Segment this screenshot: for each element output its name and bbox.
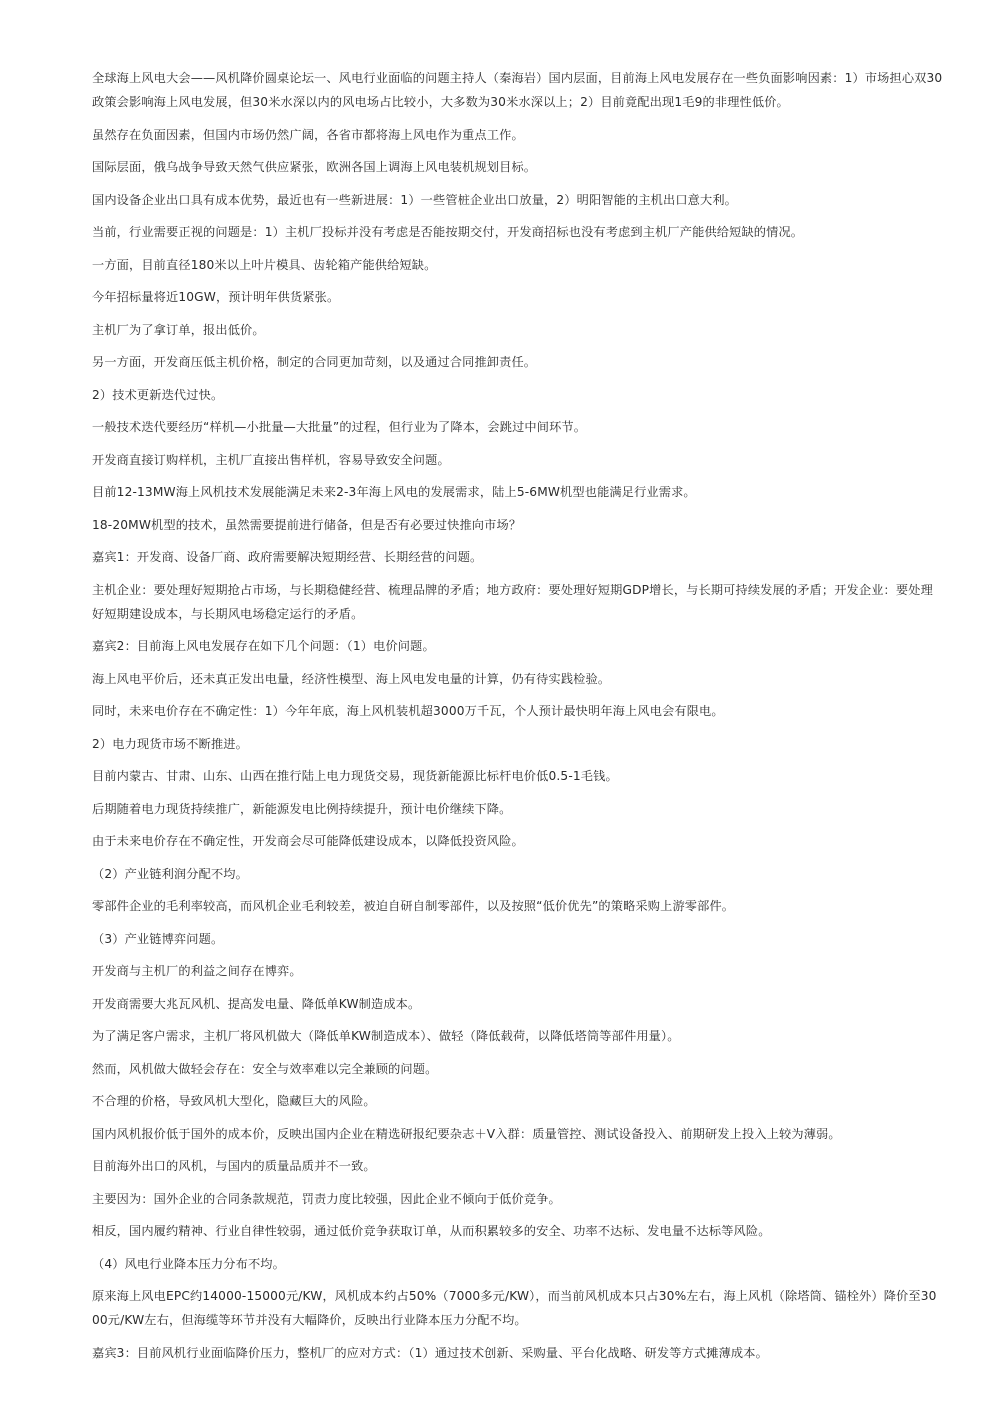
paragraph: （2）产业链利润分配不均。 [92,866,248,881]
paragraph: 全球海上风电大会——风机降价圆桌论坛一、风电行业面临的问题主持人（秦海岩）国内层面，目前海上风电发展存在一些负面影响因素：1）市场担心双30政策会影响海上风电发展，但30米水深以内的风电场占比较小，大多数为30米水深以上；2）目前竟配出现1毛9的非理性低价。 [92,71,943,109]
paragraph: 目前12-13MW海上风机技术发展能满足未来2-3年海上风电的发展需求，陆上5-6MW机型也能满足行业需求。 [92,485,696,499]
paragraph: 嘉宾1：开发商、设备厂商、政府需要解决短期经营、长期经营的问题。 [92,550,483,564]
paragraph: 国际层面，俄乌战争导致天然气供应紧张，欧洲各国上调海上风电装机规划目标。 [92,160,537,174]
paragraph: 后期随着电力现货持续推广，新能源发电比例持续提升，预计电价继续下降。 [92,801,512,816]
document-body [92,66,944,1373]
paragraph: 海上风电平价后，还未真正发出电量，经济性模型、海上风电发电量的计算，仍有待实践检验。 [92,671,611,686]
paragraph: 不合理的价格，导致风机大型化，隐藏巨大的风险。 [92,1094,376,1108]
paragraph: 原来海上风电EPC约14000-15000元/KW，风机成本约占50%（7000多元/KW），而当前风机成本只占30%左右，海上风机（除塔筒、锚栓外）降价至3000元/KW左右，但海缆等环节并没有大幅降价，反映出行业降本压力分配不均。 [92,1289,937,1327]
paragraph: 18-20MW机型的技术，虽然需要提前进行储备，但是否有必要过快推向市场？ [92,517,522,532]
paragraph: 主机厂为了拿订单，报出低价。 [92,322,265,337]
paragraph: 今年招标量将近10GW，预计明年供货紧张。 [92,290,340,304]
paragraph: 当前，行业需要正视的问题是：1）主机厂投标并没有考虑是否能按期交付，开发商招标也没有考虑到主机厂产能供给短缺的情况。 [92,225,804,239]
paragraph: 另一方面，开发商压低主机价格，制定的合同更加苛刻，以及通过合同推卸责任。 [92,355,537,369]
paragraph: （3）产业链博弈问题。 [92,931,224,946]
paragraph: 2）技术更新迭代过快。 [92,387,224,402]
paragraph: 虽然存在负面因素，但国内市场仍然广阔，各省市都将海上风电作为重点工作。 [92,127,524,142]
paragraph: 主机企业：要处理好短期抢占市场，与长期稳健经营、梳理品牌的矛盾；地方政府：要处理好短期GDP增长，与长期可持续发展的矛盾；开发企业：要处理好短期建设成本，与长期风电场稳定运行的矛盾。 [92,582,933,621]
paragraph: 国内设备企业出口具有成本优势，最近也有一些新进展：1）一些管桩企业出口放量，2）明阳智能的主机出口意大利。 [92,192,738,207]
paragraph: 主要因为：国外企业的合同条款规范，罚责力度比较强，因此企业不倾向于低价竞争。 [92,1191,561,1206]
paragraph: 目前海外出口的风机，与国内的质量品质并不一致。 [92,1159,376,1173]
paragraph: 相反，国内履约精神、行业自律性较弱，通过低价竞争获取订单，从而积累较多的安全、功率不达标、发电量不达标等风险。 [92,1224,771,1238]
paragraph: 为了满足客户需求，主机厂将风机做大（降低单KW制造成本）、做轻（降低载荷，以降低塔筒等部件用量）。 [92,1029,680,1043]
paragraph: 一般技术迭代要经历“样机—小批量—大批量”的过程，但行业为了降本，会跳过中间环节。 [92,420,587,434]
paragraph: 国内风机报价低于国外的成本价，反映出国内企业在精选研报纪要杂志＋V入群：质量管控、测试设备投入、前期研发上投入上较为薄弱。 [92,1126,841,1141]
paragraph: （4）风电行业降本压力分布不均。 [92,1256,285,1271]
paragraph: 零部件企业的毛利率较高，而风机企业毛利较差，被迫自研自制零部件，以及按照“低价优先”的策略采购上游零部件。 [92,899,735,913]
paragraph: 一方面，目前直径180米以上叶片模具、齿轮箱产能供给短缺。 [92,257,437,272]
paragraph: 同时，未来电价存在不确定性：1）今年年底，海上风机装机超3000万千瓦，个人预计最快明年海上风电会有限电。 [92,704,724,718]
paragraph: 开发商与主机厂的利益之间存在博弈。 [92,964,302,978]
paragraph: 开发商直接订购样机，主机厂直接出售样机，容易导致安全问题。 [92,452,450,467]
paragraph: 嘉宾2：目前海上风电发展存在如下几个问题：（1）电价问题。 [92,639,435,653]
paragraph: 嘉宾3：目前风机行业面临降价压力，整机厂的应对方式：（1）通过技术创新、采购量、平台化战略、研发等方式摊薄成本。 [92,1345,768,1360]
paragraph: 2）电力现货市场不断推进。 [92,736,248,751]
paragraph: 由于未来电价存在不确定性，开发商会尽可能降低建设成本，以降低投资风险。 [92,834,524,848]
paragraph: 然而，风机做大做轻会存在：安全与效率难以完全兼顾的问题。 [92,1061,438,1076]
paragraph: 开发商需要大兆瓦风机、提高发电量、降低单KW制造成本。 [92,996,421,1011]
paragraph: 目前内蒙古、甘肃、山东、山西在推行陆上电力现货交易，现货新能源比标杆电价低0.5-1毛钱。 [92,769,618,783]
